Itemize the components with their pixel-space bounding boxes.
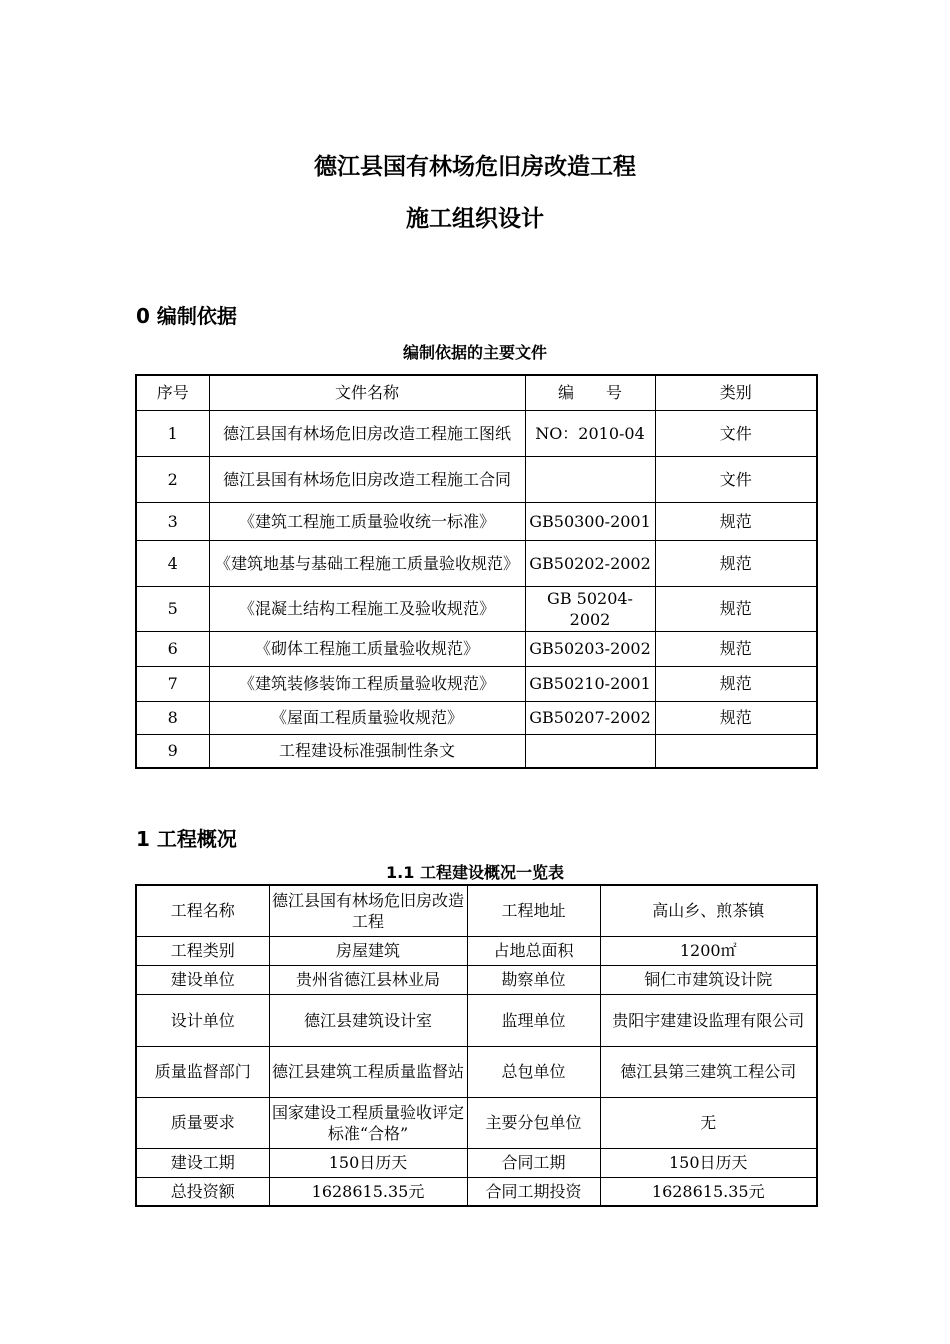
table-row [136,1097,817,1148]
table-row [136,1046,817,1097]
field-label: 工程地址 [467,885,600,936]
document-code: GB50300-2001 [525,502,655,540]
table-row [136,456,817,502]
field-value: 房屋建筑 [269,936,467,965]
document-name: 《建筑装修装饰工程质量验收规范》 [209,666,525,701]
document-subtitle: 施工组织设计 [406,206,544,232]
row-number: 4 [136,540,209,586]
document-code: GB50210-2001 [525,666,655,701]
document-name: 《砌体工程施工质量验收规范》 [209,631,525,666]
field-value: 1628615.35元 [269,1177,467,1206]
field-value: 1200㎡ [600,936,817,965]
column-header: 文件名称 [209,375,525,410]
document-type: 规范 [655,666,817,701]
basis-documents-table [135,374,818,769]
document-name: 《屋面工程质量验收规范》 [209,701,525,734]
table-caption-overview: 1.1 工程建设概况一览表 [386,863,564,882]
field-label: 主要分包单位 [467,1097,600,1148]
row-number: 7 [136,666,209,701]
field-label: 勘察单位 [467,965,600,994]
section-heading-overview: 1 工程概况 [136,827,237,851]
field-value: 国家建设工程质量验收评定标准“合格” [269,1097,467,1148]
document-code: GB50207-2002 [525,701,655,734]
table-row [136,502,817,540]
field-label: 工程类别 [136,936,269,965]
field-value: 高山乡、煎茶镇 [600,885,817,936]
document-type: 文件 [655,456,817,502]
document-name: 《建筑工程施工质量验收统一标准》 [209,502,525,540]
field-value: 无 [600,1097,817,1148]
document-name: 德江县国有林场危旧房改造工程施工合同 [209,456,525,502]
column-header: 类别 [655,375,817,410]
table-row [136,586,817,631]
field-label: 合同工期 [467,1148,600,1177]
field-label: 总包单位 [467,1046,600,1097]
document-code: GB 50204-2002 [525,586,655,631]
field-label: 质量要求 [136,1097,269,1148]
row-number: 5 [136,586,209,631]
document-name: 德江县国有林场危旧房改造工程施工图纸 [209,410,525,456]
field-label: 建设单位 [136,965,269,994]
document-code: NO：2010-04 [525,410,655,456]
project-overview-table [135,884,818,1207]
table-header-row [136,375,817,410]
document-title: 德江县国有林场危旧房改造工程 [314,154,636,180]
field-label: 合同工期投资 [467,1177,600,1206]
field-value: 德江县建筑设计室 [269,994,467,1046]
field-label: 设计单位 [136,994,269,1046]
row-number: 9 [136,734,209,768]
column-header: 序号 [136,375,209,410]
document-name: 《建筑地基与基础工程施工质量验收规范》 [209,540,525,586]
document-type: 规范 [655,540,817,586]
field-label: 工程名称 [136,885,269,936]
table-row [136,631,817,666]
document-type [655,734,817,768]
document-code: GB50203-2002 [525,631,655,666]
table-caption-basis: 编制依据的主要文件 [402,343,547,362]
row-number: 8 [136,701,209,734]
column-header: 编 号 [525,375,655,410]
field-value: 贵阳宇建建设监理有限公司 [600,994,817,1046]
document-type: 规范 [655,586,817,631]
document-name: 工程建设标准强制性条文 [209,734,525,768]
row-number: 2 [136,456,209,502]
document-type: 文件 [655,410,817,456]
field-value: 德江县国有林场危旧房改造工程 [269,885,467,936]
field-label: 占地总面积 [467,936,600,965]
table-row [136,701,817,734]
document-type: 规范 [655,502,817,540]
field-value: 150日历天 [600,1148,817,1177]
table-row [136,666,817,701]
field-value: 德江县建筑工程质量监督站 [269,1046,467,1097]
document-code [525,734,655,768]
field-label: 建设工期 [136,1148,269,1177]
document-type: 规范 [655,631,817,666]
table-row [136,1148,817,1177]
row-number: 3 [136,502,209,540]
field-value: 铜仁市建筑设计院 [600,965,817,994]
field-label: 监理单位 [467,994,600,1046]
table-row [136,734,817,768]
field-label: 质量监督部门 [136,1046,269,1097]
table-row [136,885,817,936]
document-code: GB50202-2002 [525,540,655,586]
row-number: 6 [136,631,209,666]
field-value: 1628615.35元 [600,1177,817,1206]
table-row [136,410,817,456]
document-name: 《混凝土结构工程施工及验收规范》 [209,586,525,631]
table-row [136,540,817,586]
document-type: 规范 [655,701,817,734]
section-heading-basis: 0 编制依据 [136,304,237,328]
field-value: 150日历天 [269,1148,467,1177]
table-row [136,1177,817,1206]
table-row [136,965,817,994]
document-code [525,456,655,502]
table-row [136,994,817,1046]
field-label: 总投资额 [136,1177,269,1206]
field-value: 德江县第三建筑工程公司 [600,1046,817,1097]
field-value: 贵州省德江县林业局 [269,965,467,994]
row-number: 1 [136,410,209,456]
table-row [136,936,817,965]
